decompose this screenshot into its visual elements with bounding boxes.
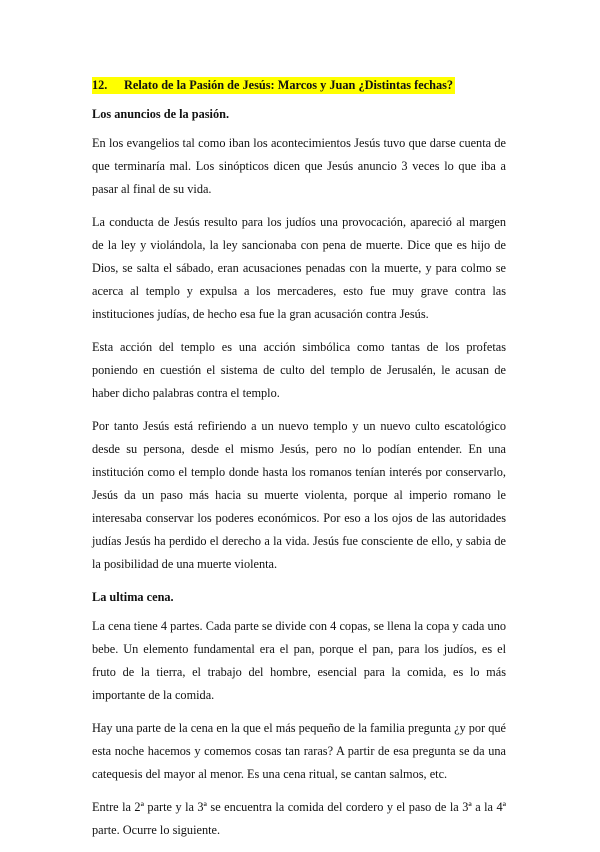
document-body [92,74,506,852]
subtitle-last-supper: La ultima cena. [92,590,174,604]
paragraph: Por tanto Jesús está refiriendo a un nuevo templo y un nuevo culto escatológico desde su persona, desde el mismo Jesús, pero no lo podían entender. En una institución como el templo donde hasta los romanos tenían interés por conservarlo, Jesús da un paso más hacia su muerte violenta, porque al imperio romano le interesaba conservar los poderes económicos. Por eso a los ojos de las autoridades judías Jesús ha perdido el derecho a la vida. Jesús fue consciente de ello, y sabia de la posibilidad de una muerte violenta. [92,419,506,571]
section-heading [92,77,455,94]
paragraph: La conducta de Jesús resulto para los judíos una provocación, apareció al margen de la ley y violándola, la ley sancionaba con pena de muerte. Dice que es hijo de Dios, se salta el sábado, eran acusaciones penadas con la muerte, y para colmo se acerca al templo y expulsa a los mercaderes, esto fue muy grave contra las instituciones judías, de hecho esa fue la gran acusación contra Jesús. [92,215,506,321]
paragraph: La cena tiene 4 partes. Cada parte se divide con 4 copas, se llena la copa y cada uno bebe. Un elemento fundamental era el pan, porque el pan, para los judíos, es el fruto de la tierra, el trabajo del hombre, esencial para la comida, es lo más importante de la comida. [92,619,506,702]
paragraph: Hay una parte de la cena en la que el más pequeño de la familia pregunta ¿y por qué esta noche hacemos y comemos cosas tan raras? A partir de esa pregunta se da una catequesis del mayor al menor. Es una cena ritual, se cantan salmos, etc. [92,721,506,781]
subtitle-announcements: Los anuncios de la pasión. [92,107,230,121]
section-title: Relato de la Pasión de Jesús: Marcos y Juan ¿Distintas fechas? [124,78,454,92]
paragraph: Esta acción del templo es una acción simbólica como tantas de los profetas poniendo en cuestión el sistema de culto del templo de Jerusalén, le acusan de haber dicho palabras contra el templo. [92,340,506,400]
paragraph: Entre la 2ª parte y la 3ª se encuentra la comida del cordero y el paso de la 3ª a la 4ª parte. Ocurre lo siguiente. [92,800,506,837]
section-heading-row [92,74,506,97]
paragraph: En los evangelios tal como iban los acontecimientos Jesús tuvo que darse cuenta de que terminaría mal. Los sinópticos dicen que Jesús anuncio 3 veces lo que iba a pasar al final de su vida. [92,136,506,196]
section-number: 12. [92,78,108,92]
